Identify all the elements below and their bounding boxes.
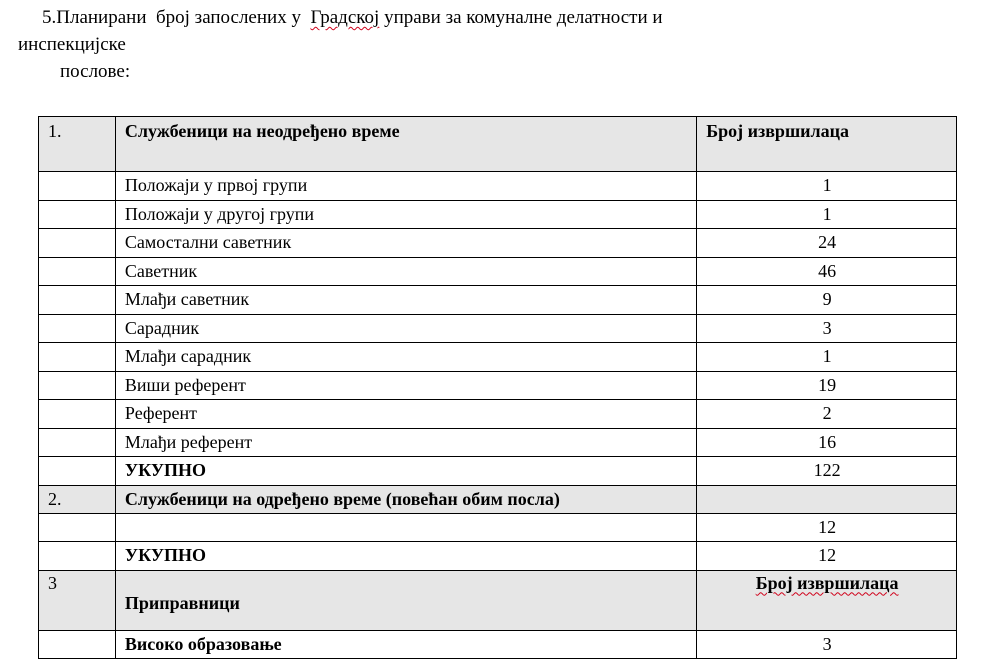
section-number: 1.: [39, 117, 116, 172]
table-row: [39, 343, 957, 372]
section-title: Службеници на неодређено време: [115, 117, 696, 172]
row-value: 12: [697, 513, 957, 542]
section-title: Приправници: [115, 570, 696, 630]
section-1-header: [39, 117, 957, 172]
heading-line-3: послове:: [60, 61, 131, 82]
heading-text-end: управи за комуналне делатности и: [379, 7, 663, 28]
section-number: 2.: [39, 485, 116, 513]
document-heading: [18, 4, 978, 85]
table-row: [39, 257, 957, 286]
table-row: [39, 371, 957, 400]
spellcheck-word: Градској: [310, 7, 380, 28]
row-label: Положаји у другој групи: [115, 200, 696, 229]
heading-text-start: 5.Планирани број запослених у: [42, 7, 311, 28]
total-row: [39, 542, 957, 571]
row-label: Виши референт: [115, 371, 696, 400]
total-label: УКУПНО: [115, 542, 696, 571]
heading-line-1: [18, 4, 978, 31]
row-value: 19: [697, 371, 957, 400]
row-value: 3: [697, 630, 957, 659]
table-row: [39, 400, 957, 429]
section-3-header: [39, 570, 957, 630]
row-label: Положаји у првој групи: [115, 172, 696, 201]
row-value: 1: [697, 200, 957, 229]
row-label: Високо образовање: [115, 630, 696, 659]
total-row: [39, 457, 957, 486]
row-value: 46: [697, 257, 957, 286]
row-value: 1: [697, 343, 957, 372]
row-value: 24: [697, 229, 957, 258]
row-value: 16: [697, 428, 957, 457]
table-row: [39, 428, 957, 457]
total-value: 122: [697, 457, 957, 486]
row-label: Самостални саветник: [115, 229, 696, 258]
row-label: Саветник: [115, 257, 696, 286]
row-label: Млађи сарадник: [115, 343, 696, 372]
heading-line-2: инспекцијске: [18, 34, 126, 55]
table-row: [39, 630, 957, 659]
row-label: Референт: [115, 400, 696, 429]
section-2-header: [39, 485, 957, 513]
row-value: 3: [697, 314, 957, 343]
table-row: [39, 229, 957, 258]
column-header: Број извршилаца: [697, 117, 957, 172]
column-header: Број извршилаца: [755, 572, 899, 593]
section-title: Службеници на одређено време (повећан обим посла): [115, 485, 696, 513]
row-label: Сарадник: [115, 314, 696, 343]
row-label: Млађи референт: [115, 428, 696, 457]
table-row: [39, 513, 957, 542]
total-value: 12: [697, 542, 957, 571]
row-value: 1: [697, 172, 957, 201]
table-row: [39, 200, 957, 229]
table-row: [39, 286, 957, 315]
total-label: УКУПНО: [115, 457, 696, 486]
row-value: 2: [697, 400, 957, 429]
staffing-table: [38, 116, 957, 659]
row-value: 9: [697, 286, 957, 315]
table-row: [39, 314, 957, 343]
table-row: [39, 172, 957, 201]
section-number: 3: [39, 570, 116, 630]
row-label: Млађи саветник: [115, 286, 696, 315]
